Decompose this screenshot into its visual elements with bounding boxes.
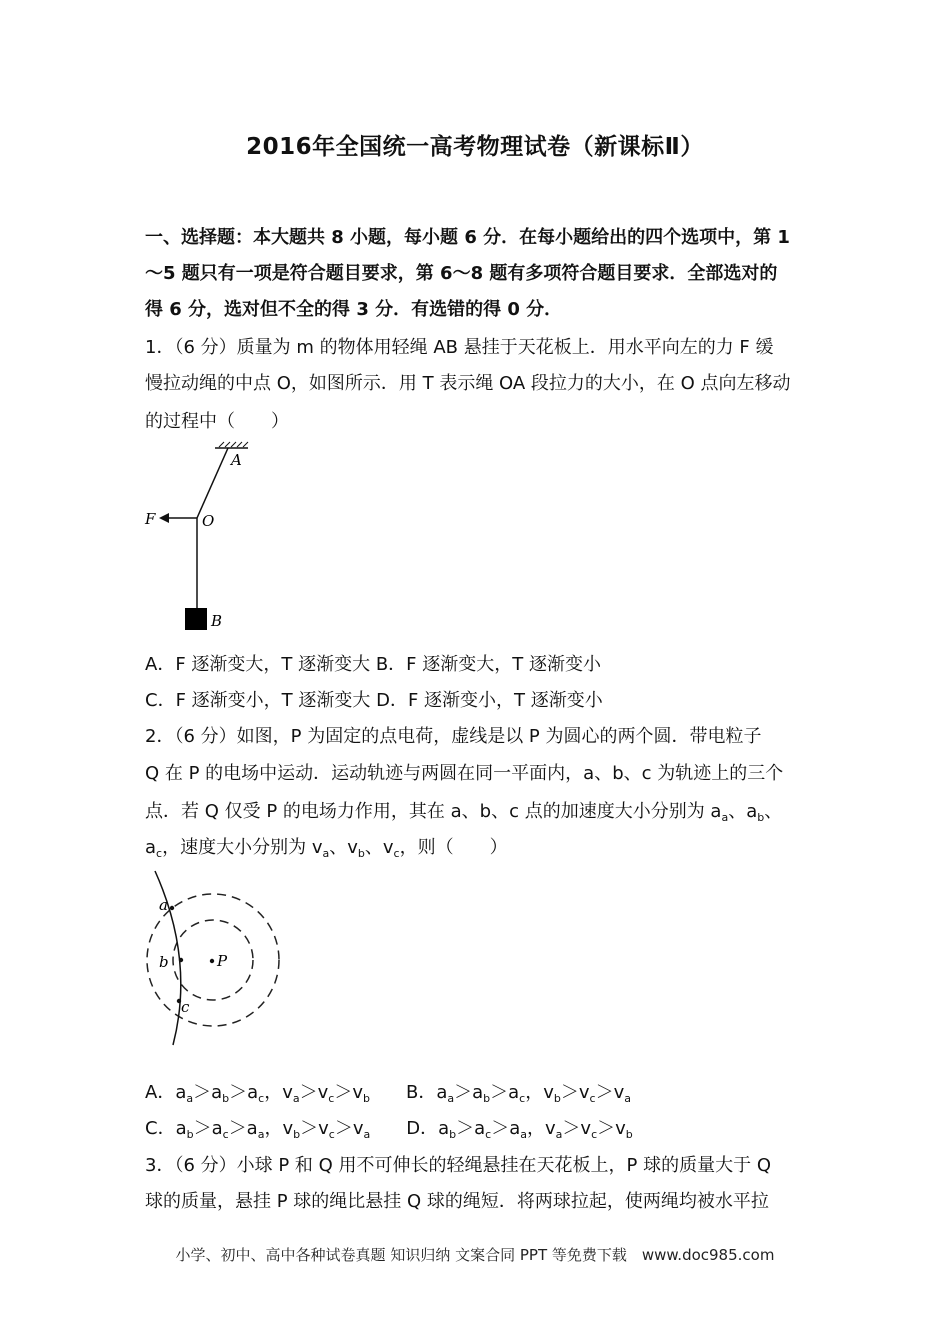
section-instruction-line-1: 一、选择题：本大题共 8 小题，每小题 6 分．在每小题给出的四个选项中，第 1 — [145, 227, 790, 248]
q2-text-line-1: 2．（6 分）如图，P 为固定的点电荷，虚线是以 P 为圆心的两个圆．带电粒子 — [145, 726, 762, 747]
label-a: A — [231, 451, 242, 469]
point-p — [210, 959, 214, 963]
q1-text-line-2: 慢拉动绳的中点 O，如图所示．用 T 表示绳 OA 段拉力的大小，在 O 点向左移动 — [145, 373, 791, 394]
q2-options-line-2: C．$a_b>a_c>a_a$，$v_b>v_c>v_a$ D．$a_b>a_c>a_a$，$v_a>v_c>v_b$ — [145, 1118, 633, 1141]
section-instruction-line-2: ～5 题只有一项是符合题目要求，第 6～8 题有多项符合题目要求．全部选对的 — [145, 263, 778, 284]
page-title: 2016年全国统一高考物理试卷（新课标Ⅱ） — [246, 134, 704, 160]
footer-text: 小学、初中、高中各种试卷真题 知识归纳 文案合同 PPT 等免费下载 www.doc985.com — [175, 1246, 775, 1264]
point-a — [170, 906, 174, 910]
label-o: O — [202, 512, 215, 530]
q2-text-line-4: $a_c$，速度大小分别为 $v_a$、$v_b$、$v_c$，则（ ） — [145, 837, 508, 860]
rope-oa — [197, 448, 228, 518]
q1-options-line-2: C．F 逐渐变小，T 逐渐变大 D．F 逐渐变小，T 逐渐变小 — [145, 690, 603, 711]
label-c: c — [181, 998, 190, 1016]
ceiling-hatch — [219, 442, 248, 447]
section-instruction-line-3: 得 6 分，选对但不全的得 3 分．有选错的得 0 分． — [145, 299, 563, 320]
label-b: B — [211, 612, 223, 630]
label-b: b — [159, 953, 169, 971]
mass-block — [185, 608, 207, 630]
label-p: P — [217, 952, 228, 970]
q2-text-line-3: 点．若 Q 仅受 P 的电场力作用，其在 a、b、c 点的加速度大小分别为 $a_a$、$a_b$、 — [145, 801, 783, 824]
q3-text-line-2: 球的质量，悬挂 P 球的绳比悬挂 Q 球的绳短．将两球拉起，使两绳均被水平拉 — [145, 1191, 769, 1212]
q1-text-line-3: 的过程中（ ） — [145, 411, 289, 432]
q1-text-line-1: 1．（6 分）质量为 m 的物体用轻绳 AB 悬挂于天花板上．用水平向左的力 F 缓 — [145, 337, 774, 358]
arrow-head — [159, 513, 169, 523]
label-f: F — [145, 510, 156, 528]
q1-options-line-1: A．F 逐渐变大，T 逐渐变大 B．F 逐渐变大，T 逐渐变小 — [145, 654, 601, 675]
q3-text-line-1: 3．（6 分）小球 P 和 Q 用不可伸长的轻绳悬挂在天花板上，P 球的质量大于 Q — [145, 1155, 771, 1176]
q2-text-line-2: Q 在 P 的电场中运动．运动轨迹与两圆在同一平面内，a、b、c 为轨迹上的三个 — [145, 763, 784, 784]
q1-figure — [135, 438, 265, 638]
label-a: a — [159, 896, 168, 914]
q2-figure — [135, 865, 295, 1050]
q2-options-line-1: A．$a_a>a_b>a_c$，$v_a>v_c>v_b$ B．$a_a>a_b>a_c$，$v_b>v_c>v_a$ — [145, 1082, 631, 1105]
point-b — [179, 958, 183, 962]
